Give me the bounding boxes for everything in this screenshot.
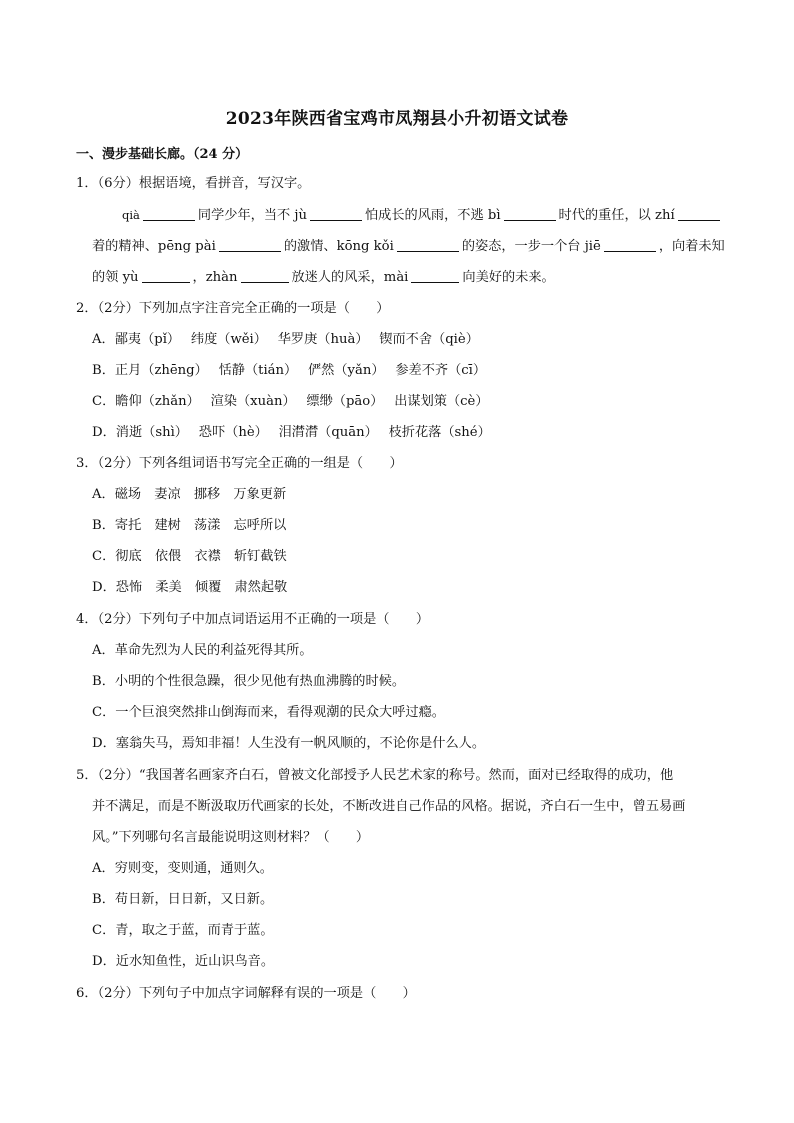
question-5-option-d[interactable]: D．近水知鱼性，近山识鸟音。: [92, 954, 275, 969]
answer-blank[interactable]: [678, 206, 720, 221]
answer-blank[interactable]: [241, 268, 289, 283]
question-3-stem: 3．（2分）下列各组词语书写完全正确的一组是（ ）: [76, 456, 403, 471]
question-4-stem: 4．（2分）下列句子中加点词语运用不正确的一项是（ ）: [76, 612, 430, 627]
question-3-option-c[interactable]: C．彻底 依偎 衣襟 斩钉截铁: [92, 549, 287, 564]
question-1-line-2: 着的精神、pēng pài 的激情、kōng kǒi 的姿态，一步一个台 jiē ，向着未知: [92, 239, 725, 254]
question-2-option-d[interactable]: D．消逝（shì） 恐吓（hè） 泪潸潸（quān） 枝折花落（shé）: [92, 425, 491, 440]
question-3-option-a[interactable]: A．磁场 妻凉 挪移 万象更新: [92, 487, 287, 502]
question-2-option-c[interactable]: C．瞻仰（zhǎn） 渲染（xuàn） 缥缈（pāo） 出谋划策（cè）: [92, 394, 489, 409]
question-3-option-b[interactable]: B．寄托 建树 荡漾 忘呼所以: [92, 518, 287, 533]
question-1-line-3: 的领 yù ，zhàn 放迷人的风采，mài 向美好的未来。: [92, 270, 555, 285]
question-6-stem: 6．（2分）下列句子中加点字词解释有误的一项是（ ）: [76, 986, 416, 1001]
answer-blank[interactable]: [604, 237, 656, 252]
question-1-line-1: qià 同学少年，当不 jù 怕成长的风雨，不逃 bì 时代的重任，以 zhí: [122, 206, 723, 225]
question-4-option-d[interactable]: D．塞翁失马，焉知非福！人生没有一帆风顺的，不论你是什么人。: [92, 736, 486, 751]
question-5-option-c[interactable]: C．青，取之于蓝，而青于蓝。: [92, 923, 274, 938]
question-5-continued-1: 并不满足，而是不断汲取历代画家的长处，不断改进自己作品的风格。据说，齐白石一生中，曾五易画: [92, 799, 686, 814]
answer-blank[interactable]: [310, 206, 362, 221]
answer-blank[interactable]: [411, 268, 459, 283]
question-4-option-c[interactable]: C．一个巨浪突然排山倒海而来，看得观潮的民众大呼过瘾。: [92, 705, 445, 720]
question-2-stem: 2．（2分）下列加点字注音完全正确的一项是（ ）: [76, 301, 390, 316]
question-1-stem: 1．（6分）根据语境，看拼音，写汉字。: [76, 176, 311, 191]
page-title: 2023年陕西省宝鸡市凤翔县小升初语文试卷: [225, 109, 569, 129]
question-5-stem: 5．（2分）“我国著名画家齐白石，曾被文化部授予人民艺术家的称号。然而，面对已经取得的成功，他: [76, 768, 674, 783]
answer-blank[interactable]: [397, 237, 459, 252]
answer-blank[interactable]: [219, 237, 281, 252]
answer-blank[interactable]: [142, 268, 190, 283]
answer-blank[interactable]: [143, 206, 195, 221]
question-4-option-b[interactable]: B．小明的个性很急躁，很少见他有热血沸腾的时候。: [92, 674, 406, 689]
question-3-option-d[interactable]: D．恐怖 柔美 倾覆 肃然起敬: [92, 580, 288, 595]
question-5-option-a[interactable]: A．穷则变，变则通，通则久。: [92, 861, 273, 876]
question-2-option-b[interactable]: B．正月（zhēng） 恬静（tián） 俨然（yǎn） 参差不齐（cī）: [92, 363, 487, 378]
question-5-continued-2: 风。”下列哪句名言最能说明这则材料？（ ）: [92, 830, 370, 845]
question-4-option-a[interactable]: A．革命先烈为人民的利益死得其所。: [92, 643, 313, 658]
question-5-option-b[interactable]: B．苟日新，日日新，又日新。: [92, 892, 274, 907]
question-2-option-a[interactable]: A．鄙夷（pǐ） 纬度（wěi） 华罗庚（huà） 锲而不舍（qiè）: [92, 332, 479, 347]
section-heading: 一、漫步基础长廊。（24 分）: [76, 147, 249, 162]
answer-blank[interactable]: [504, 206, 556, 221]
